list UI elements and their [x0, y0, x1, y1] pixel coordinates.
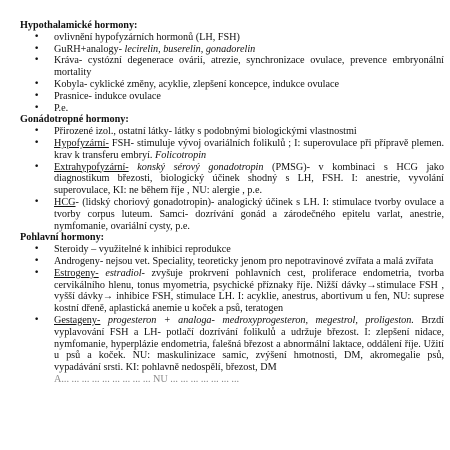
italic-term: estradiol — [105, 267, 142, 279]
bullet-list — [0, 32, 450, 115]
underlined-term: Estrogeny- — [54, 267, 99, 279]
item-text — [129, 162, 138, 173]
item-text: Přirozené izol., ostatní látky- látky s podobnými biologickými vlastnostmi — [54, 126, 357, 138]
bullet-list — [0, 244, 450, 374]
bullet-icon: • — [34, 137, 40, 148]
italic-term: konský sérový gonadotropin — [137, 161, 264, 173]
list-item — [0, 126, 450, 138]
section-sex-hormones — [0, 232, 450, 374]
section-hypothalamic — [0, 20, 450, 114]
item-text: Steroidy – využitelné k inhibici reprodukce — [54, 244, 231, 256]
bullet-icon: • — [34, 102, 40, 113]
item-text — [100, 315, 107, 326]
list-item — [0, 103, 450, 115]
list-item — [0, 315, 450, 374]
bullet-icon: • — [34, 90, 40, 101]
item-text: - (lidský choriový gonadotropin)- analogický účinek s LH. I: stimulace tvorby ovulace a tvorby corpus luteum. Samci- dozrívání gonád a zárodečného epitelu varlat, anestrie, nymfomanie, ovariální cysty, p.e. — [54, 196, 444, 232]
italic-term: progesteron + analoga- medroxyprogesteron, megestrol, proligeston. — [107, 314, 414, 326]
cut-off-text: A... ... ... ... ... ... ... ... ... NU ... ... ... ... ... ... ... — [54, 373, 240, 382]
item-text: ovlivnění hypofyzárních hormonů (LH, FSH) — [54, 31, 240, 43]
item-text: (PMSG)- v kombinaci s HCG jako diagnostikum březosti, biologický účinek shodný s LH, FSH. I: anestrie, vyvolání superovulace, KI: ne během říje , NU: alergie , p.e. — [54, 161, 444, 197]
section-gonadotropic — [0, 114, 450, 232]
item-text: Kráva- cystózní degenerace ovárií, atrezie, synchronizace ovulace, prevence embryonální mortality — [54, 55, 444, 79]
item-text: GuRH+analogy- — [54, 43, 125, 55]
list-item — [0, 91, 450, 103]
bullet-icon: • — [34, 126, 40, 137]
bullet-icon: • — [34, 244, 40, 255]
underlined-term: Gestageny- — [54, 314, 101, 326]
item-text: Kobyla- cyklické změny, acyklie, zlepšení koncepce, indukce ovulace — [54, 78, 340, 90]
underlined-term: HCG — [54, 196, 76, 208]
bullet-icon: • — [34, 314, 40, 325]
bullet-icon: • — [34, 161, 40, 172]
list-item — [0, 138, 450, 162]
italic-term: Folicotropin — [155, 149, 207, 161]
list-item — [0, 32, 450, 44]
item-text: Androgeny- nejsou vet. Speciality, teoreticky jenom pro nepotravinové zvířata a malá zvířata — [54, 255, 434, 267]
item-text: Brzdí vyplavování FSH a LH- potlačí dozrívání folikulů a udržuje březost. I: zlepšení nidace, nymfomanie, hyperplázie endometria, falešná březost a abnormální laktace, oddálení říje. Užití u psů a koček. NU: maskulinizace samic, zvýšení hmotnosti, DM, akromegalie psů, vypadávání srsti. KI: pohlavně nedospělí, březost, DM — [54, 314, 444, 374]
item-text: Prasnice- indukce ovulace — [54, 90, 161, 102]
list-item — [0, 256, 450, 268]
list-item — [0, 44, 450, 56]
bullet-icon: • — [34, 43, 40, 54]
list-item — [0, 79, 450, 91]
section-heading: Pohlavní hormony: — [20, 232, 105, 244]
italic-term: lecirelin, buserelin, gonadorelin — [124, 43, 256, 55]
bullet-icon: • — [34, 31, 40, 42]
item-text: P.e. — [54, 102, 69, 114]
cut-off-text-line — [0, 374, 450, 382]
section-heading: Gonádotropné hormony: — [20, 114, 129, 126]
underlined-term: Extrahypofyzární- — [54, 161, 129, 173]
bullet-icon: • — [34, 255, 40, 266]
underlined-term: Hypofyzární- — [54, 137, 109, 149]
item-text: FSH- stimuluje vývoj ovariálních folikulů ; I: superovulace při přípravě plemen. krav k transferu embryí. — [54, 137, 444, 161]
list-item — [0, 244, 450, 256]
bullet-list — [0, 126, 450, 232]
list-item — [0, 55, 450, 79]
item-text: - zvyšuje prokrvení pohlavních cest, proliferace endometria, tvorba cervikálního hlenu, tonus myometria, psychické příznaky říje. Nižší dávky→stimulace FSH , vyšší dávky→ inhibice FSH, stimulace LH. I: acyklie, anestrus, abortivum u fen, NU: suprese kostní dřeně, aplastická anemie u koček a psů, teratogen — [54, 267, 445, 315]
bullet-icon: • — [34, 267, 40, 278]
bullet-icon: • — [34, 196, 40, 207]
list-item — [0, 162, 450, 197]
section-heading: Hypothalamické hormony: — [20, 20, 138, 31]
bullet-icon: • — [34, 78, 40, 89]
bullet-icon: • — [34, 55, 40, 66]
list-item — [0, 268, 450, 315]
document-body — [0, 20, 450, 382]
list-item — [0, 197, 450, 232]
